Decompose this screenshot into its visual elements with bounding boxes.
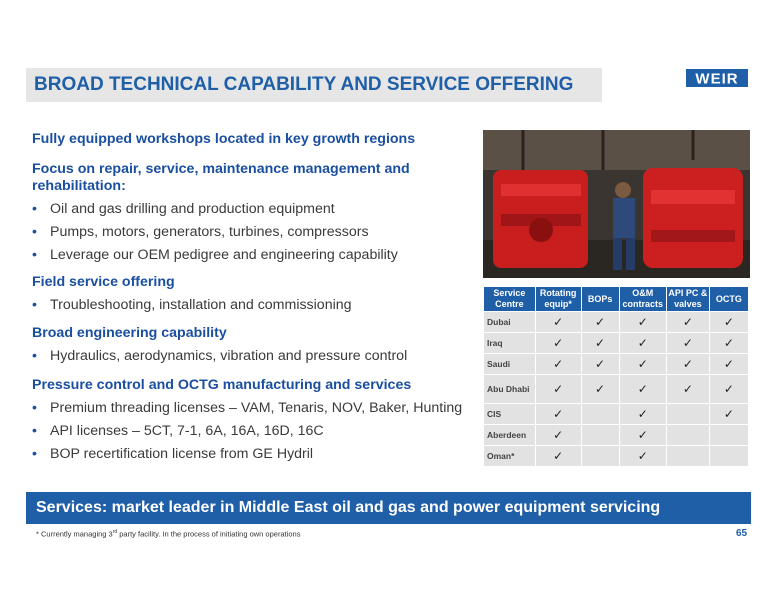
banner-text: Services: market leader in Middle East oil and gas and power equipment servicing [36, 499, 661, 516]
check-icon: ✓ [553, 428, 564, 442]
capability-cell [620, 354, 666, 374]
service-centre-cell: CIS [484, 404, 535, 424]
capability-cell [667, 404, 709, 424]
section-heading: Broad engineering capability [32, 325, 227, 341]
section-heading: Field service offering [32, 274, 175, 290]
footnote-sup: rd [112, 529, 118, 535]
check-icon: ✓ [723, 336, 734, 350]
check-icon: ✓ [553, 449, 564, 463]
capability-cell [667, 312, 709, 332]
capability-cell [667, 446, 709, 466]
section [32, 161, 472, 264]
check-icon: ✓ [595, 336, 606, 350]
bullet-icon: • [32, 247, 37, 263]
workshop-photo [483, 130, 750, 278]
footnote [36, 529, 300, 539]
bullet-item [32, 224, 472, 241]
check-icon: ✓ [682, 382, 693, 396]
capability-cell [620, 425, 666, 445]
bullet-icon: • [32, 348, 37, 364]
check-icon: ✓ [637, 449, 648, 463]
check-icon: ✓ [723, 315, 734, 329]
section-heading: Fully equipped workshops located in key growth regions [32, 131, 416, 147]
capability-cell [710, 404, 748, 424]
bullet-text: BOP recertification license from GE Hydril [50, 446, 314, 462]
column-header: O&M contracts [620, 287, 666, 311]
capability-cell [536, 446, 581, 466]
capability-cell [620, 333, 666, 353]
check-icon: ✓ [637, 428, 648, 442]
table-row [484, 375, 748, 403]
bullet-item [32, 348, 472, 365]
section [32, 377, 472, 463]
capability-cell [536, 333, 581, 353]
section [32, 325, 472, 365]
capability-cell [620, 404, 666, 424]
bullet-text: Premium threading licenses – VAM, Tenaris, NOV, Baker, Hunting [50, 400, 463, 416]
table-row [484, 446, 748, 466]
capability-cell [582, 312, 619, 332]
capability-cell [536, 312, 581, 332]
table-row [484, 425, 748, 445]
check-icon: ✓ [682, 336, 693, 350]
svg-text:WEIR: WEIR [695, 70, 739, 87]
bullet-item [32, 423, 472, 440]
check-icon: ✓ [682, 357, 693, 371]
service-centre-cell: Oman* [484, 446, 535, 466]
check-icon: ✓ [637, 357, 648, 371]
capability-cell [710, 354, 748, 374]
bullet-icon: • [32, 224, 37, 240]
check-icon: ✓ [637, 407, 648, 421]
bullet-text: Leverage our OEM pedigree and engineering capability [50, 247, 398, 263]
table-row [484, 333, 748, 353]
capability-cell [710, 375, 748, 403]
capability-cell [710, 425, 748, 445]
table-row [484, 354, 748, 374]
capability-cell [667, 333, 709, 353]
weir-logo [686, 69, 748, 87]
capability-cell [536, 425, 581, 445]
check-icon: ✓ [553, 315, 564, 329]
capability-cell [710, 446, 748, 466]
check-icon: ✓ [553, 357, 564, 371]
check-icon: ✓ [595, 315, 606, 329]
column-header: Service Centre [484, 287, 535, 311]
bullet-text: Hydraulics, aerodynamics, vibration and pressure control [50, 348, 408, 364]
column-header: OCTG [710, 287, 748, 311]
column-header: Rotating equip* [536, 287, 581, 311]
capability-cell [582, 446, 619, 466]
column-header: BOPs [582, 287, 619, 311]
capability-cell [667, 425, 709, 445]
check-icon: ✓ [553, 407, 564, 421]
table-body [484, 312, 748, 466]
bullet-text: Pumps, motors, generators, turbines, compressors [50, 224, 369, 240]
capability-cell [710, 312, 748, 332]
capability-cell [582, 404, 619, 424]
capability-cell [620, 446, 666, 466]
check-icon: ✓ [553, 382, 564, 396]
bullet-item [32, 297, 472, 314]
service-centre-cell: Dubai [484, 312, 535, 332]
capability-cell [536, 375, 581, 403]
check-icon: ✓ [723, 357, 734, 371]
check-icon: ✓ [595, 357, 606, 371]
capability-cell [582, 354, 619, 374]
bullet-text: API licenses – 5CT, 7-1, 6A, 16A, 16D, 16C [50, 423, 324, 439]
capability-cell [582, 375, 619, 403]
check-icon: ✓ [553, 336, 564, 350]
capability-cell [620, 312, 666, 332]
capability-cell [582, 333, 619, 353]
section [32, 131, 472, 148]
check-icon: ✓ [637, 336, 648, 350]
capability-cell [582, 425, 619, 445]
capability-cell [536, 354, 581, 374]
service-centre-table [483, 286, 749, 467]
services-banner [26, 492, 751, 524]
page-number: 65 [736, 528, 748, 539]
capability-cell [710, 333, 748, 353]
service-centre-cell: Saudi [484, 354, 535, 374]
service-centre-cell: Aberdeen [484, 425, 535, 445]
check-icon: ✓ [723, 407, 734, 421]
bullet-icon: • [32, 297, 37, 313]
footnote-pre: * Currently managing 3 [36, 529, 113, 539]
service-centre-cell: Iraq [484, 333, 535, 353]
bullet-item [32, 400, 472, 417]
check-icon: ✓ [637, 382, 648, 396]
check-icon: ✓ [637, 315, 648, 329]
table-row [484, 404, 748, 424]
bullet-icon: • [32, 201, 37, 217]
bullet-text: Troubleshooting, installation and commissioning [50, 297, 352, 313]
capability-cell [667, 354, 709, 374]
check-icon: ✓ [595, 382, 606, 396]
service-centre-cell: Abu Dhabi [484, 375, 535, 403]
capability-cell [667, 375, 709, 403]
title-bar [26, 68, 602, 102]
capability-cell [620, 375, 666, 403]
section [32, 274, 472, 314]
table-row [484, 312, 748, 332]
page-title: BROAD TECHNICAL CAPABILITY AND SERVICE OFFERING [34, 74, 574, 95]
section-heading: Focus on repair, service, maintenance management and rehabilitation: [32, 161, 410, 194]
bullet-item [32, 446, 472, 463]
bullet-icon: • [32, 423, 37, 439]
footnote-post: party facility. In the process of initiating own operations [117, 529, 301, 539]
bullet-icon: • [32, 400, 37, 416]
column-header: API PC & valves [668, 288, 708, 309]
capability-cell [536, 404, 581, 424]
table-header-row [484, 287, 748, 311]
check-icon: ✓ [682, 315, 693, 329]
bullet-icon: • [32, 446, 37, 462]
section-heading: Pressure control and OCTG manufacturing and services [32, 377, 412, 393]
bullet-item [32, 201, 472, 218]
bullet-item [32, 247, 472, 264]
check-icon: ✓ [723, 382, 734, 396]
bullet-text: Oil and gas drilling and production equipment [50, 201, 335, 217]
